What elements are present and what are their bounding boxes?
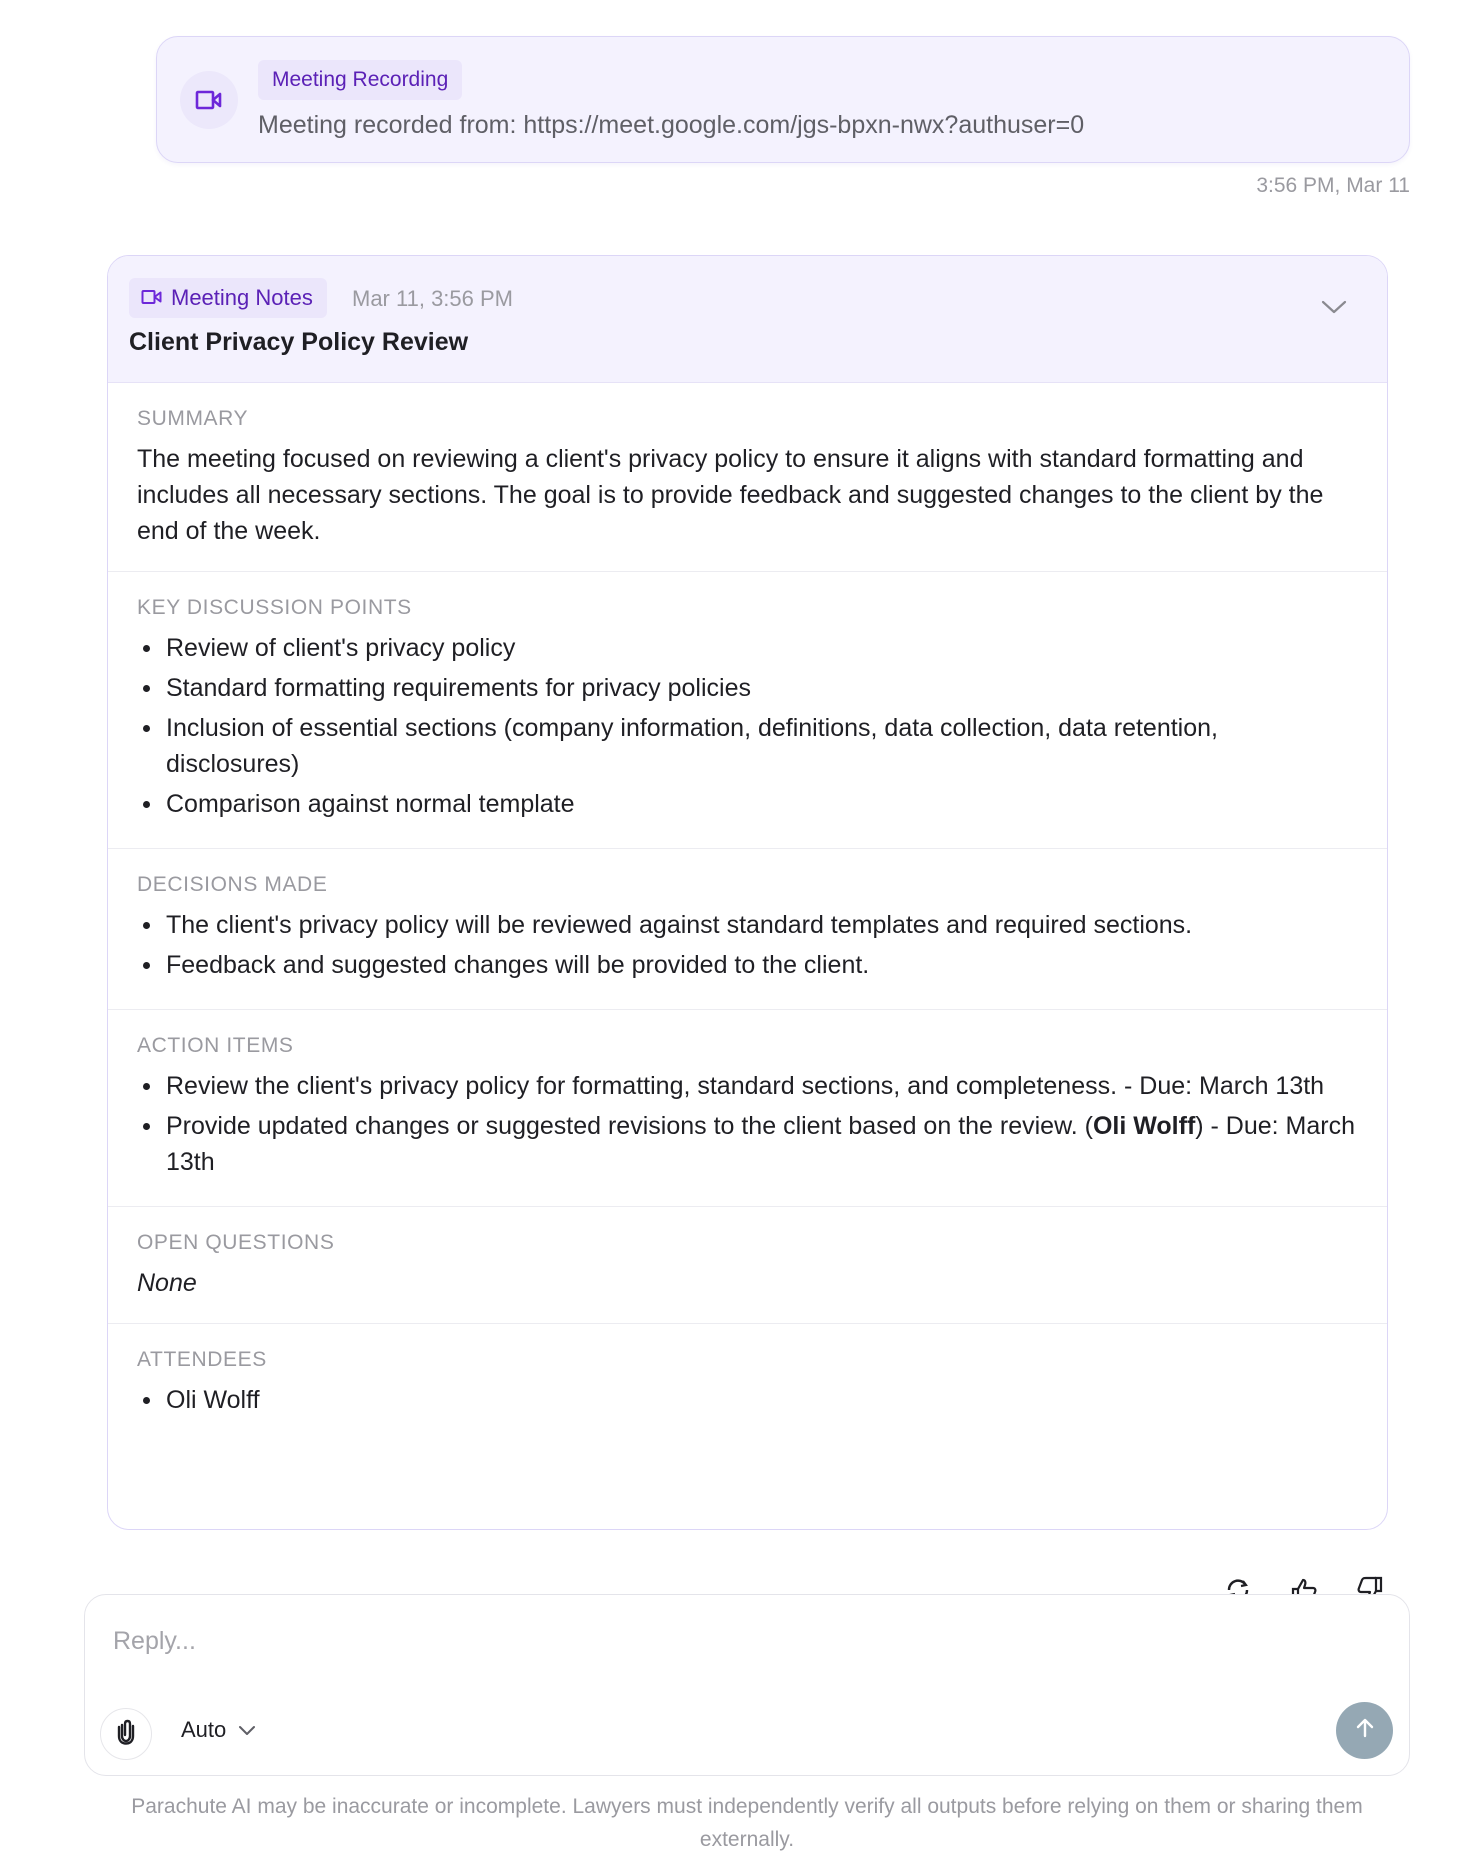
list-item: The client's privacy policy will be reviewed against standard templates and required sections.: [137, 907, 1358, 943]
section-label: ATTENDEES: [137, 1348, 267, 1371]
summary-text: The meeting focused on reviewing a client's privacy policy to ensure it aligns with standard formatting and includes all necessary sections. The goal is to provide feedback and suggested changes to the client by the end of the week.: [137, 445, 1324, 545]
meeting-notes-badge: [129, 278, 327, 318]
list-item: Review the client's privacy policy for formatting, standard sections, and completeness. - Due: March 13th: [137, 1068, 1358, 1104]
arrow-up-icon: [1353, 1716, 1377, 1745]
section-label: ACTION ITEMS: [137, 1034, 294, 1057]
action-text: Provide updated changes or suggested revisions to the client based on the review. (: [166, 1112, 1093, 1140]
attendee-item: Oli Wolff: [137, 1382, 1358, 1418]
list-item: Standard formatting requirements for privacy policies: [137, 670, 1358, 706]
list-item: Comparison against normal template: [137, 786, 1358, 822]
meeting-recording-card: [156, 36, 1410, 163]
action-due: ) - Due: March 13th: [166, 1112, 1356, 1176]
attendees-section: [108, 1324, 1387, 1444]
section-label: DECISIONS MADE: [137, 873, 328, 896]
attach-button[interactable]: [100, 1708, 152, 1760]
action-items-section: [108, 1010, 1387, 1207]
message-timestamp: 3:56 PM, Mar 11: [1256, 174, 1410, 197]
paperclip-icon: [115, 1719, 137, 1750]
reply-composer: [84, 1594, 1410, 1776]
meeting-notes-card: [107, 255, 1388, 1530]
meeting-notes-date: Mar 11, 3:56 PM: [352, 286, 513, 311]
section-label: KEY DISCUSSION POINTS: [137, 596, 412, 619]
video-camera-icon: [180, 71, 238, 129]
assignee-name: Oli Wolff: [1092, 1112, 1196, 1140]
meeting-notes-badge-label: Meeting Notes: [171, 285, 313, 310]
section-label: SUMMARY: [137, 407, 249, 430]
model-select[interactable]: [181, 1717, 256, 1743]
meeting-notes-title: Client Privacy Policy Review: [129, 328, 469, 356]
meeting-notes-header[interactable]: [108, 256, 1387, 383]
disclaimer-text: Parachute AI may be inaccurate or incomplete. Lawyers must independently verify all outputs before relying on them or sharing them externally.: [131, 1795, 1363, 1851]
open-questions-text: None: [137, 1269, 197, 1297]
chevron-down-icon[interactable]: [1319, 292, 1349, 322]
chevron-down-icon: [238, 1717, 256, 1743]
model-select-label: Auto: [181, 1717, 227, 1742]
video-camera-icon: [141, 278, 163, 318]
decisions-made-section: [108, 849, 1387, 1010]
summary-section: [108, 383, 1387, 572]
open-questions-section: [108, 1207, 1387, 1324]
list-item: Feedback and suggested changes will be provided to the client.: [137, 947, 1358, 983]
list-item: Inclusion of essential sections (company information, definitions, data collection, data retention, disclosures): [137, 710, 1358, 782]
section-label: OPEN QUESTIONS: [137, 1231, 335, 1254]
meeting-recording-badge: Meeting Recording: [258, 60, 462, 100]
reply-input[interactable]: [113, 1621, 1313, 1661]
recording-source-text: Meeting recorded from: https://meet.google.com/jgs-bpxn-nwx?authuser=0: [258, 111, 1085, 139]
send-button[interactable]: [1336, 1702, 1393, 1759]
list-item: [137, 1108, 1358, 1180]
list-item: Review of client's privacy policy: [137, 630, 1358, 666]
key-discussion-points-section: [108, 572, 1387, 849]
